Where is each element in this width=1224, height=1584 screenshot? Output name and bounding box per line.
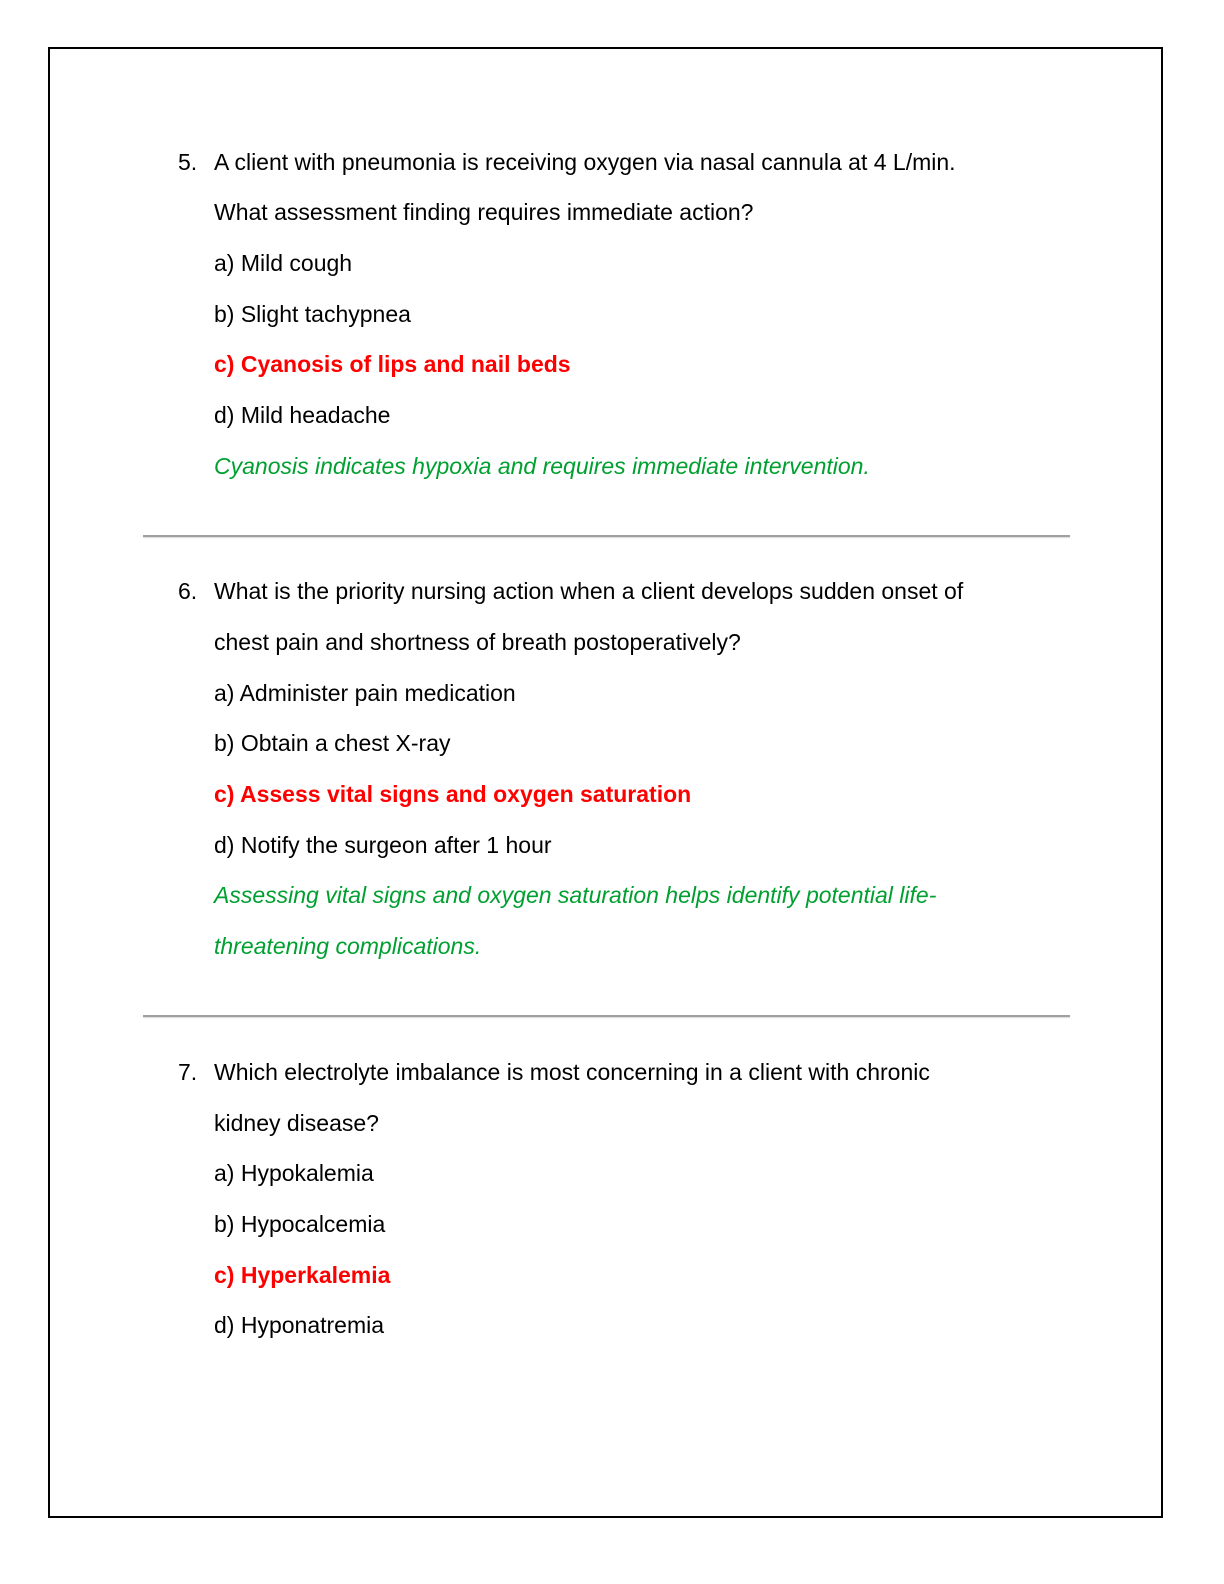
question-7-number: 7. — [178, 1059, 198, 1085]
question-6-stem-line-2: chest pain and shortness of breath postoperatively? — [214, 629, 741, 655]
question-6-number: 6. — [178, 578, 198, 604]
question-6-stem-line-1: What is the priority nursing action when a client develops sudden onset of — [214, 578, 964, 604]
question-5-option-d: d) Mild headache — [214, 402, 391, 428]
section-divider — [143, 535, 1070, 537]
question-6-option-c-correct: c) Assess vital signs and oxygen saturation — [214, 781, 692, 807]
question-5-rationale: Cyanosis indicates hypoxia and requires immediate intervention. — [214, 453, 870, 479]
question-5-number: 5. — [178, 149, 198, 175]
question-7-option-a: a) Hypokalemia — [214, 1160, 374, 1186]
question-7-stem-line-2: kidney disease? — [214, 1110, 379, 1136]
question-6-option-b: b) Obtain a chest X-ray — [214, 730, 451, 756]
question-5-stem-line-2: What assessment finding requires immediate action? — [214, 199, 754, 225]
question-7-option-c-correct: c) Hyperkalemia — [214, 1262, 391, 1288]
question-5-option-b: b) Slight tachypnea — [214, 301, 411, 327]
question-7-option-b: b) Hypocalcemia — [214, 1211, 386, 1237]
question-5-stem-line-1: A client with pneumonia is receiving oxygen via nasal cannula at 4 L/min. — [214, 149, 956, 175]
question-6-option-d: d) Notify the surgeon after 1 hour — [214, 832, 552, 858]
question-6-rationale-line-2: threatening complications. — [214, 933, 482, 959]
question-5-option-c-correct: c) Cyanosis of lips and nail beds — [214, 351, 571, 377]
question-6-rationale-line-1: Assessing vital signs and oxygen saturation helps identify potential life- — [214, 882, 937, 908]
question-7-stem-line-1: Which electrolyte imbalance is most concerning in a client with chronic — [214, 1059, 930, 1085]
question-7-option-d: d) Hyponatremia — [214, 1312, 385, 1338]
section-divider — [143, 1015, 1070, 1017]
question-6-option-a: a) Administer pain medication — [214, 680, 516, 706]
question-5-option-a: a) Mild cough — [214, 250, 353, 276]
